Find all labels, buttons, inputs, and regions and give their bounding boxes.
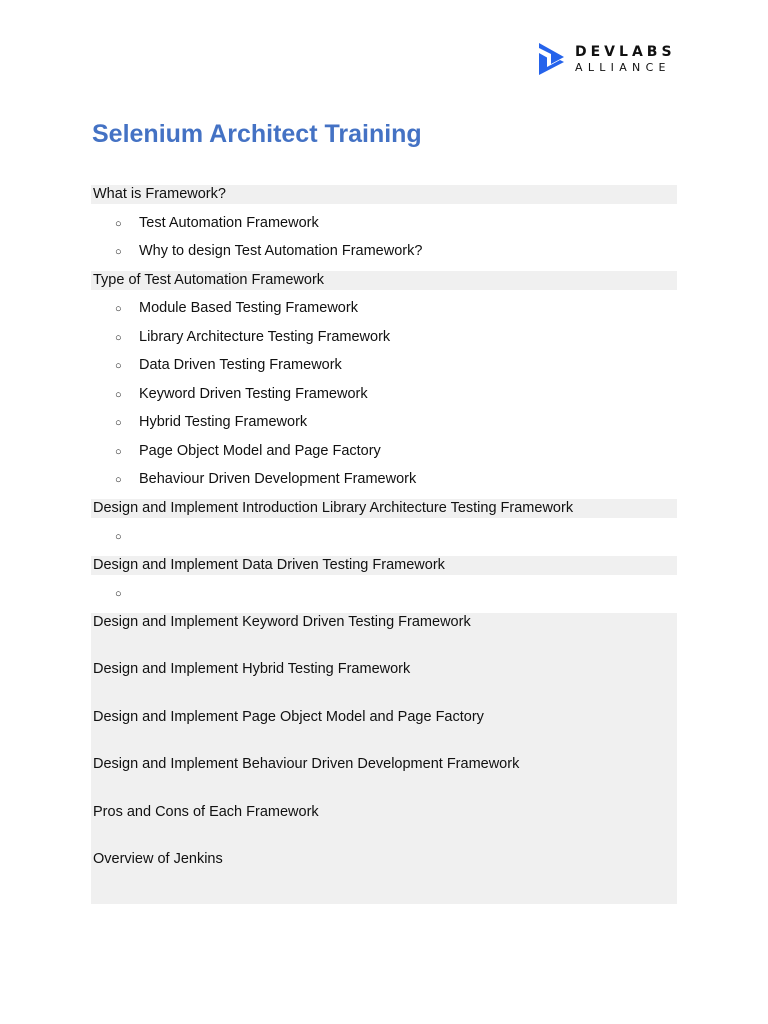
list-item-text: Hybrid Testing Framework (139, 414, 308, 430)
devlabs-play-logo-icon (538, 42, 566, 76)
logo-wordmark-line2: ALLIANCE (575, 61, 671, 74)
logo-wordmark (575, 45, 676, 73)
course-outline (91, 185, 677, 904)
section-heading: Overview of Jenkins (91, 850, 677, 904)
list-item (91, 214, 677, 233)
section-heading: Design and Implement Page Object Model and Page Factory (91, 708, 677, 756)
list-item (91, 413, 677, 432)
bullet-icon: ○ (115, 417, 122, 429)
list-item-text: Module Based Testing Framework (139, 300, 358, 316)
list-item-text: Page Object Model and Page Factory (139, 442, 381, 459)
list-item (91, 584, 677, 603)
page-title: Selenium Architect Training (92, 120, 422, 148)
section-heading: Design and Implement Hybrid Testing Framework (91, 660, 677, 708)
section-heading: Design and Implement Data Driven Testing Framework (91, 556, 677, 575)
bullet-icon: ○ (115, 217, 122, 230)
bullet-icon: ○ (115, 445, 122, 458)
section-heading: Design and Implement Behaviour Driven Development Framework (91, 755, 677, 803)
list-item (91, 328, 677, 347)
bullet-icon: ○ (115, 388, 122, 401)
bullet-icon: ○ (115, 531, 122, 543)
logo-wordmark-line1: DEVLABS (575, 44, 676, 60)
bullet-icon: ○ (115, 474, 122, 486)
list-item-text: Keyword Driven Testing Framework (139, 385, 368, 402)
list-item (91, 527, 677, 546)
bullet-icon: ○ (115, 360, 122, 372)
list-item (91, 356, 677, 375)
section-heading: Type of Test Automation Framework (91, 271, 677, 290)
list-item-text: Library Architecture Testing Framework (139, 328, 391, 345)
section-heading: Design and Implement Introduction Library Architecture Testing Framework (91, 499, 677, 518)
bullet-icon: ○ (115, 246, 122, 258)
bullet-icon: ○ (115, 588, 122, 600)
bullet-icon: ○ (115, 303, 122, 315)
list-item (91, 242, 677, 261)
section-heading: Design and Implement Keyword Driven Testing Framework (91, 613, 677, 661)
list-item (91, 470, 677, 489)
list-item-text: Why to design Test Automation Framework? (139, 243, 423, 259)
devlabs-logo (538, 42, 676, 76)
list-item (91, 442, 677, 461)
list-item-text: Data Driven Testing Framework (139, 357, 342, 373)
list-item-text: Test Automation Framework (139, 214, 319, 231)
list-item-text: Behaviour Driven Development Framework (139, 471, 417, 487)
list-item (91, 385, 677, 404)
list-item (91, 299, 677, 318)
bullet-icon: ○ (115, 331, 122, 344)
section-heading: Pros and Cons of Each Framework (91, 803, 677, 851)
section-heading: What is Framework? (91, 185, 677, 204)
